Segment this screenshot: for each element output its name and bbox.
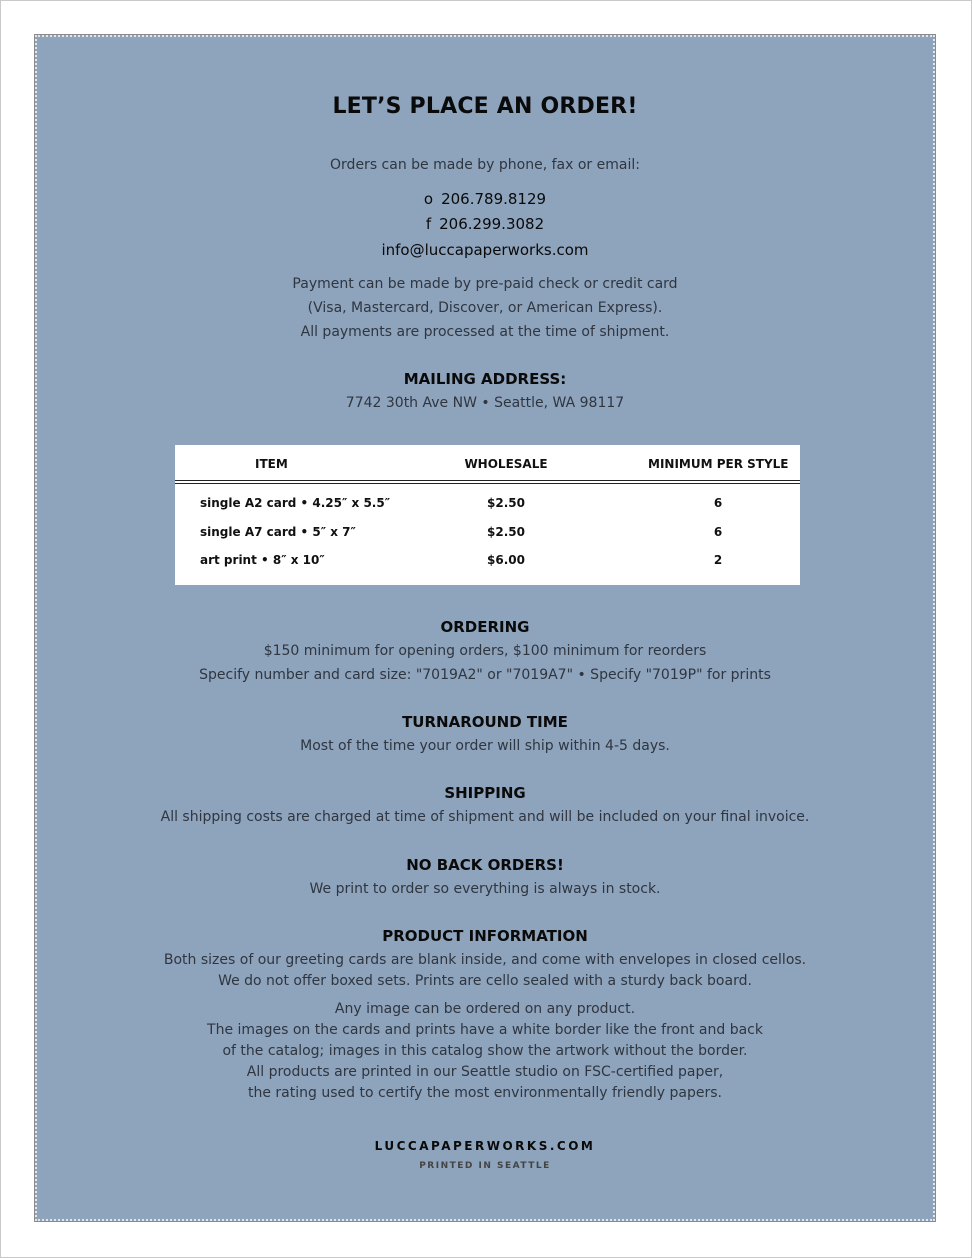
- page-title: LET’S PLACE AN ORDER!: [332, 94, 638, 119]
- table-cell-item: single A7 card • 5″ x 7″: [200, 525, 356, 539]
- header-item: ITEM: [255, 457, 288, 471]
- payment-line: All payments are processed at the time of shipment.: [300, 324, 670, 340]
- email-link[interactable]: info@luccapaperworks.com: [381, 241, 589, 259]
- product-info-line: The images on the cards and prints have a white border like the front and back: [207, 1022, 763, 1038]
- table-rule: [175, 483, 800, 484]
- table-cell-minimum: 6: [713, 525, 723, 539]
- header-wholesale: WHOLESALE: [464, 457, 548, 471]
- footer-brand[interactable]: LUCCAPAPERWORKS.COM: [374, 1139, 596, 1153]
- table-cell-item: art print • 8″ x 10″: [200, 553, 325, 567]
- table-cell-wholesale: $2.50: [487, 525, 525, 539]
- phone-number[interactable]: 206.789.8129: [441, 190, 547, 208]
- product-info-heading: PRODUCT INFORMATION: [382, 927, 588, 945]
- product-info-line: the rating used to certify the most environmentally friendly papers.: [248, 1085, 722, 1101]
- table-cell-minimum: 2: [713, 553, 723, 567]
- footer-printed-in: PRINTED IN SEATTLE: [419, 1161, 551, 1171]
- fax-prefix: f: [425, 215, 432, 233]
- table-cell-minimum: 6: [713, 496, 723, 510]
- header-minimum: MINIMUM PER STYLE: [648, 457, 789, 471]
- shipping-text: All shipping costs are charged at time of shipment and will be included on your final invoice.: [160, 809, 810, 825]
- turnaround-heading: TURNAROUND TIME: [402, 713, 568, 731]
- intro-text: Orders can be made by phone, fax or email:: [330, 157, 640, 173]
- order-panel: [35, 35, 935, 1221]
- product-info-line: Any image can be ordered on any product.: [334, 1001, 636, 1017]
- shipping-heading: SHIPPING: [444, 784, 526, 802]
- phone-prefix: o: [423, 190, 434, 208]
- backorders-text: We print to order so everything is always in stock.: [309, 881, 661, 897]
- phone-line: [37, 190, 933, 208]
- table-cell-wholesale: $6.00: [487, 553, 525, 567]
- mailing-heading: MAILING ADDRESS:: [403, 370, 567, 388]
- table-cell-item: single A2 card • 4.25″ x 5.5″: [200, 496, 391, 510]
- table-cell-wholesale: $2.50: [487, 496, 525, 510]
- fax-number: 206.299.3082: [439, 215, 545, 233]
- price-table: [175, 445, 800, 585]
- ordering-line: Specify number and card size: "7019A2" or "7019A7" • Specify "7019P" for prints: [199, 667, 771, 683]
- ordering-heading: ORDERING: [440, 618, 530, 636]
- mailing-address: 7742 30th Ave NW • Seattle, WA 98117: [345, 395, 625, 411]
- ordering-line: $150 minimum for opening orders, $100 minimum for reorders: [263, 643, 707, 659]
- table-rule: [175, 480, 800, 481]
- fax-line: [37, 215, 933, 233]
- product-info-line: Both sizes of our greeting cards are blank inside, and come with envelopes in closed cellos.: [163, 952, 807, 968]
- product-info-line: of the catalog; images in this catalog show the artwork without the border.: [222, 1043, 748, 1059]
- payment-line: (Visa, Mastercard, Discover, or American Express).: [307, 300, 663, 316]
- turnaround-text: Most of the time your order will ship within 4-5 days.: [300, 738, 670, 754]
- product-info-line: All products are printed in our Seattle studio on FSC-certified paper,: [246, 1064, 724, 1080]
- product-info-line: We do not offer boxed sets. Prints are cello sealed with a sturdy back board.: [218, 973, 752, 989]
- payment-line: Payment can be made by pre-paid check or credit card: [292, 276, 678, 292]
- backorders-heading: NO BACK ORDERS!: [406, 856, 564, 874]
